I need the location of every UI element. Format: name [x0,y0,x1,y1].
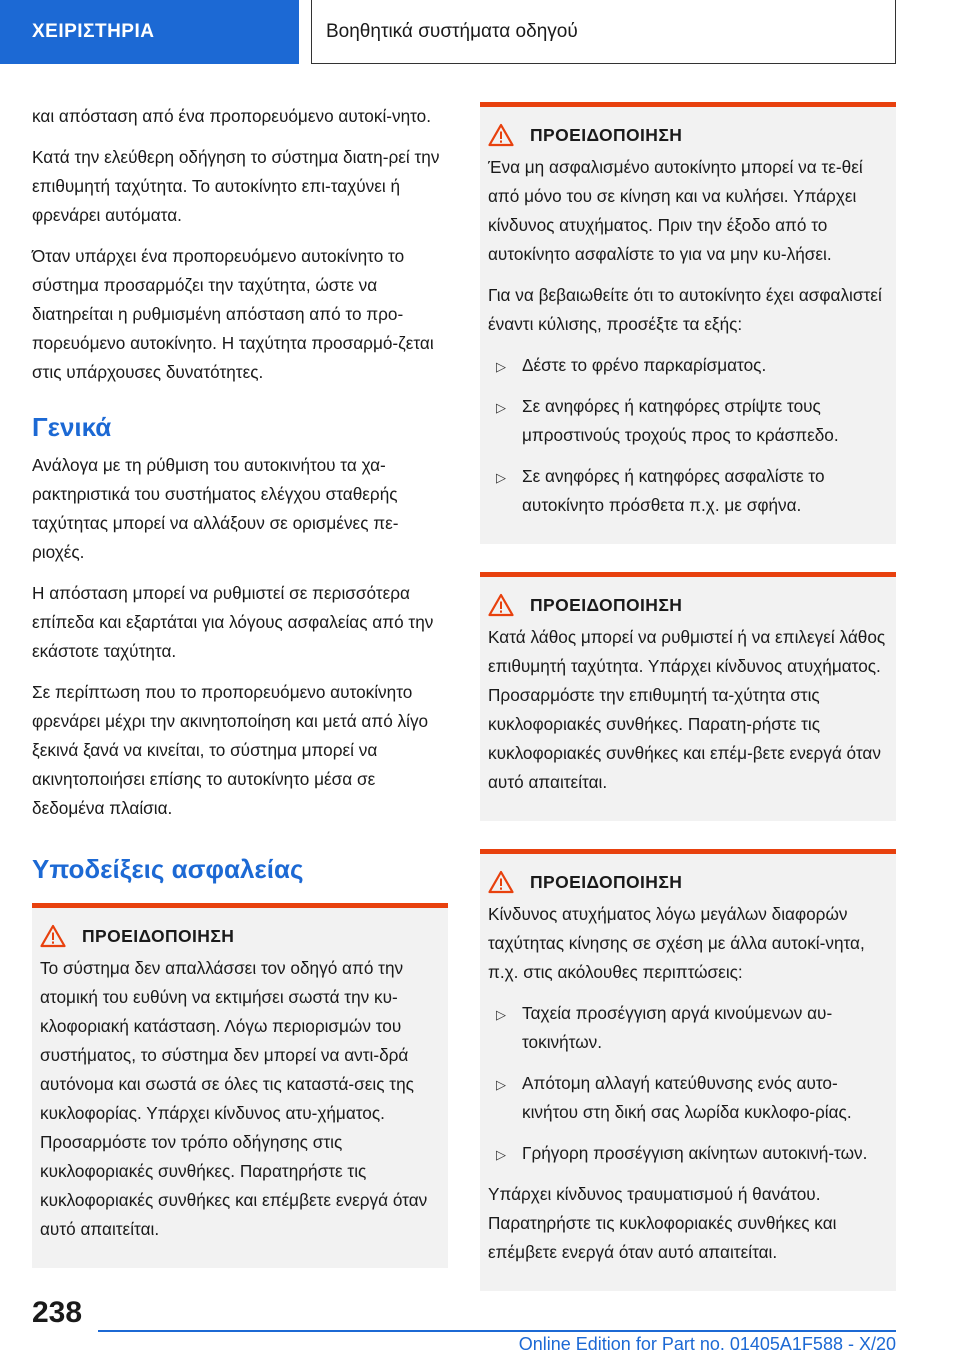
bullet-arrow-icon: ▷ [496,1007,506,1022]
list-item [480,1069,896,1127]
intro-paragraph: Όταν υπάρχει ένα προπορευόμενο αυτοκίνητο το σύστημα προσαρμόζει την ταχύτητα, ώστε να διατηρείται η ρυθμισμένη απόσταση από το προ-πορευόμενο αυτοκίνητο. Η ταχύτητα προσαρμό-ζεται στις υπάρχουσες δυνατότητες. [32,246,434,382]
left-column [32,102,448,1296]
intro-paragraph: και απόσταση από ένα προπορευόμενο αυτοκί-νητο. [32,106,432,126]
general-paragraph: Η απόσταση μπορεί να ρυθμιστεί σε περισσότερα επίπεδα και εξαρτάται για λόγους ασφαλείας από την εκάστοτε ταχύτητα. [32,583,434,661]
list-item-text: Ταχεία προσέγγιση αργά κινούμενων αυ-τοκινήτων. [522,1003,833,1052]
chapter-title: Βοηθητικά συστήματα οδηγού [311,0,896,64]
list-item-text: Δέστε το φρένο παρκαρίσματος. [522,355,767,375]
bullet-arrow-icon: ▷ [496,1077,506,1092]
list-item [480,1139,896,1168]
right-column [480,102,896,1319]
bullet-arrow-icon: ▷ [496,400,506,415]
intro-paragraph: Κατά την ελεύθερη οδήγηση το σύστημα διατη-ρεί την επιθυμητή ταχύτητα. Το αυτοκίνητο επι-ταχύνει ή φρενάρει αυτόματα. [32,147,440,225]
warning-text: Για να βεβαιωθείτε ότι το αυτοκίνητο έχει ασφαλιστεί έναντι κύλισης, προσέξτε τα εξής: [488,285,882,334]
warning-text: Ένα μη ασφαλισμένο αυτοκίνητο μπορεί να τε-θεί από μόνο του σε κίνηση και να κυλήσει. Υπάρχει κίνδυνος ατυχήματος. Πριν την έξοδο από το αυτοκίνητο ασφαλίστε το για να μην κυ-λήσει. [488,157,863,264]
warning-box [480,849,896,1291]
list-item-text: Σε ανηφόρες ή κατηφόρες στρίψτε τους μπροστινούς τροχούς προς το κράσπεδο. [522,396,839,445]
section-tab[interactable]: ΧΕΙΡΙΣΤΗΡΙΑ [0,0,299,64]
list-item-text: Απότομη αλλαγή κατεύθυνσης ενός αυτο-κινήτου στη δική σας λωρίδα κυκλοφο-ρίας. [522,1073,852,1122]
bullet-arrow-icon: ▷ [496,359,506,374]
warning-triangle-icon [488,593,514,617]
warning-title: ΠΡΟΕΙΔΟΠΟΙΗΣΗ [530,124,683,145]
bullet-list [480,351,896,520]
warning-box [480,102,896,544]
list-item [480,351,896,380]
bullet-arrow-icon: ▷ [496,470,506,485]
page-number: 238 [32,1296,83,1329]
warning-header [488,121,896,149]
warning-text: Κίνδυνος ατυχήματος λόγω μεγάλων διαφορών ταχύτητας κίνησης σε σχέση με άλλα αυτοκί-νητα, π.χ. στις ακόλουθες περιπτώσεις: [488,904,865,982]
bullet-list [480,999,896,1168]
list-item [480,392,896,450]
footer-edition-text: Online Edition for Part no. 01405A1F588 - X/20 [518,1334,896,1354]
warning-box [32,903,448,1268]
warning-header [488,868,896,896]
warning-title: ΠΡΟΕΙΔΟΠΟΙΗΣΗ [530,594,683,615]
warning-triangle-icon [40,924,66,948]
general-heading: Γενικά [32,412,112,442]
footer-divider [98,1330,896,1332]
warning-box [480,572,896,821]
list-item-text: Σε ανηφόρες ή κατηφόρες ασφαλίστε το αυτοκίνητο πρόσθετα π.χ. με σφήνα. [522,466,825,515]
warning-text: Κατά λάθος μπορεί να ρυθμιστεί ή να επιλεγεί λάθος επιθυμητή ταχύτητα. Υπάρχει κίνδυνος ατυχήματος. Προσαρμόστε την επιθυμητή τα-χύτητα στις κυκλοφοριακές συνθήκες. Παρατη-ρήστε τις κυκλοφοριακές συνθήκες και επέμ-βετε ενεργά όταν αυτό απαιτείται. [488,627,886,792]
warning-text: Το σύστημα δεν απαλλάσσει τον οδηγό από την ατομική του ευθύνη να εκτιμήσει σωστά την κυ-κλοφοριακή κατάσταση. Λόγω περιορισμών του συστήματος, το σύστημα δεν μπορεί να αντι-δρά αυτόνομα και σωστά σε όλες τις καταστά-σεις της κυκλοφορίας. Υπάρχει κίνδυνος ατυ-χήματος. Προσαρμόστε τον τρόπο οδήγησης στις κυκλοφοριακές συνθήκες. Παρατηρήστε τις κυκλοφοριακές συνθήκες και επέμβετε ενεργά όταν αυτό απαιτείται. [40,958,428,1239]
warning-triangle-icon [488,870,514,894]
warning-header [488,591,896,619]
general-paragraph: Ανάλογα με τη ρύθμιση του αυτοκινήτου τα χα-ρακτηριστικά του συστήματος ελέγχου σταθερής ταχύτητας μπορεί να αλλάξουν σε ορισμένες πε-ριοχές. [32,455,399,562]
list-item-text: Γρήγορη προσέγγιση ακίνητων αυτοκινή-των. [522,1143,868,1163]
warning-title: ΠΡΟΕΙΔΟΠΟΙΗΣΗ [82,925,235,946]
warning-title: ΠΡΟΕΙΔΟΠΟΙΗΣΗ [530,871,683,892]
safety-heading: Υποδείξεις ασφαλείας [32,854,304,884]
list-item [480,462,896,520]
warning-triangle-icon [488,123,514,147]
list-item [480,999,896,1057]
warning-text: Υπάρχει κίνδυνος τραυματισμού ή θανάτου. Παρατηρήστε τις κυκλοφοριακές συνθήκες και επέμβετε ενεργά όταν αυτό απαιτείται. [488,1184,837,1262]
bullet-arrow-icon: ▷ [496,1147,506,1162]
general-paragraph: Σε περίπτωση που το προπορευόμενο αυτοκίνητο φρενάρει μέχρι την ακινητοποίηση και μετά από λίγο ξεκινά ξανά να κινείται, το σύστημα μπορεί να ακινητοποιήσει επίσης το αυτοκίνητο μέσα σε δεδομένα πλαίσια. [32,682,429,818]
warning-header [40,922,448,950]
